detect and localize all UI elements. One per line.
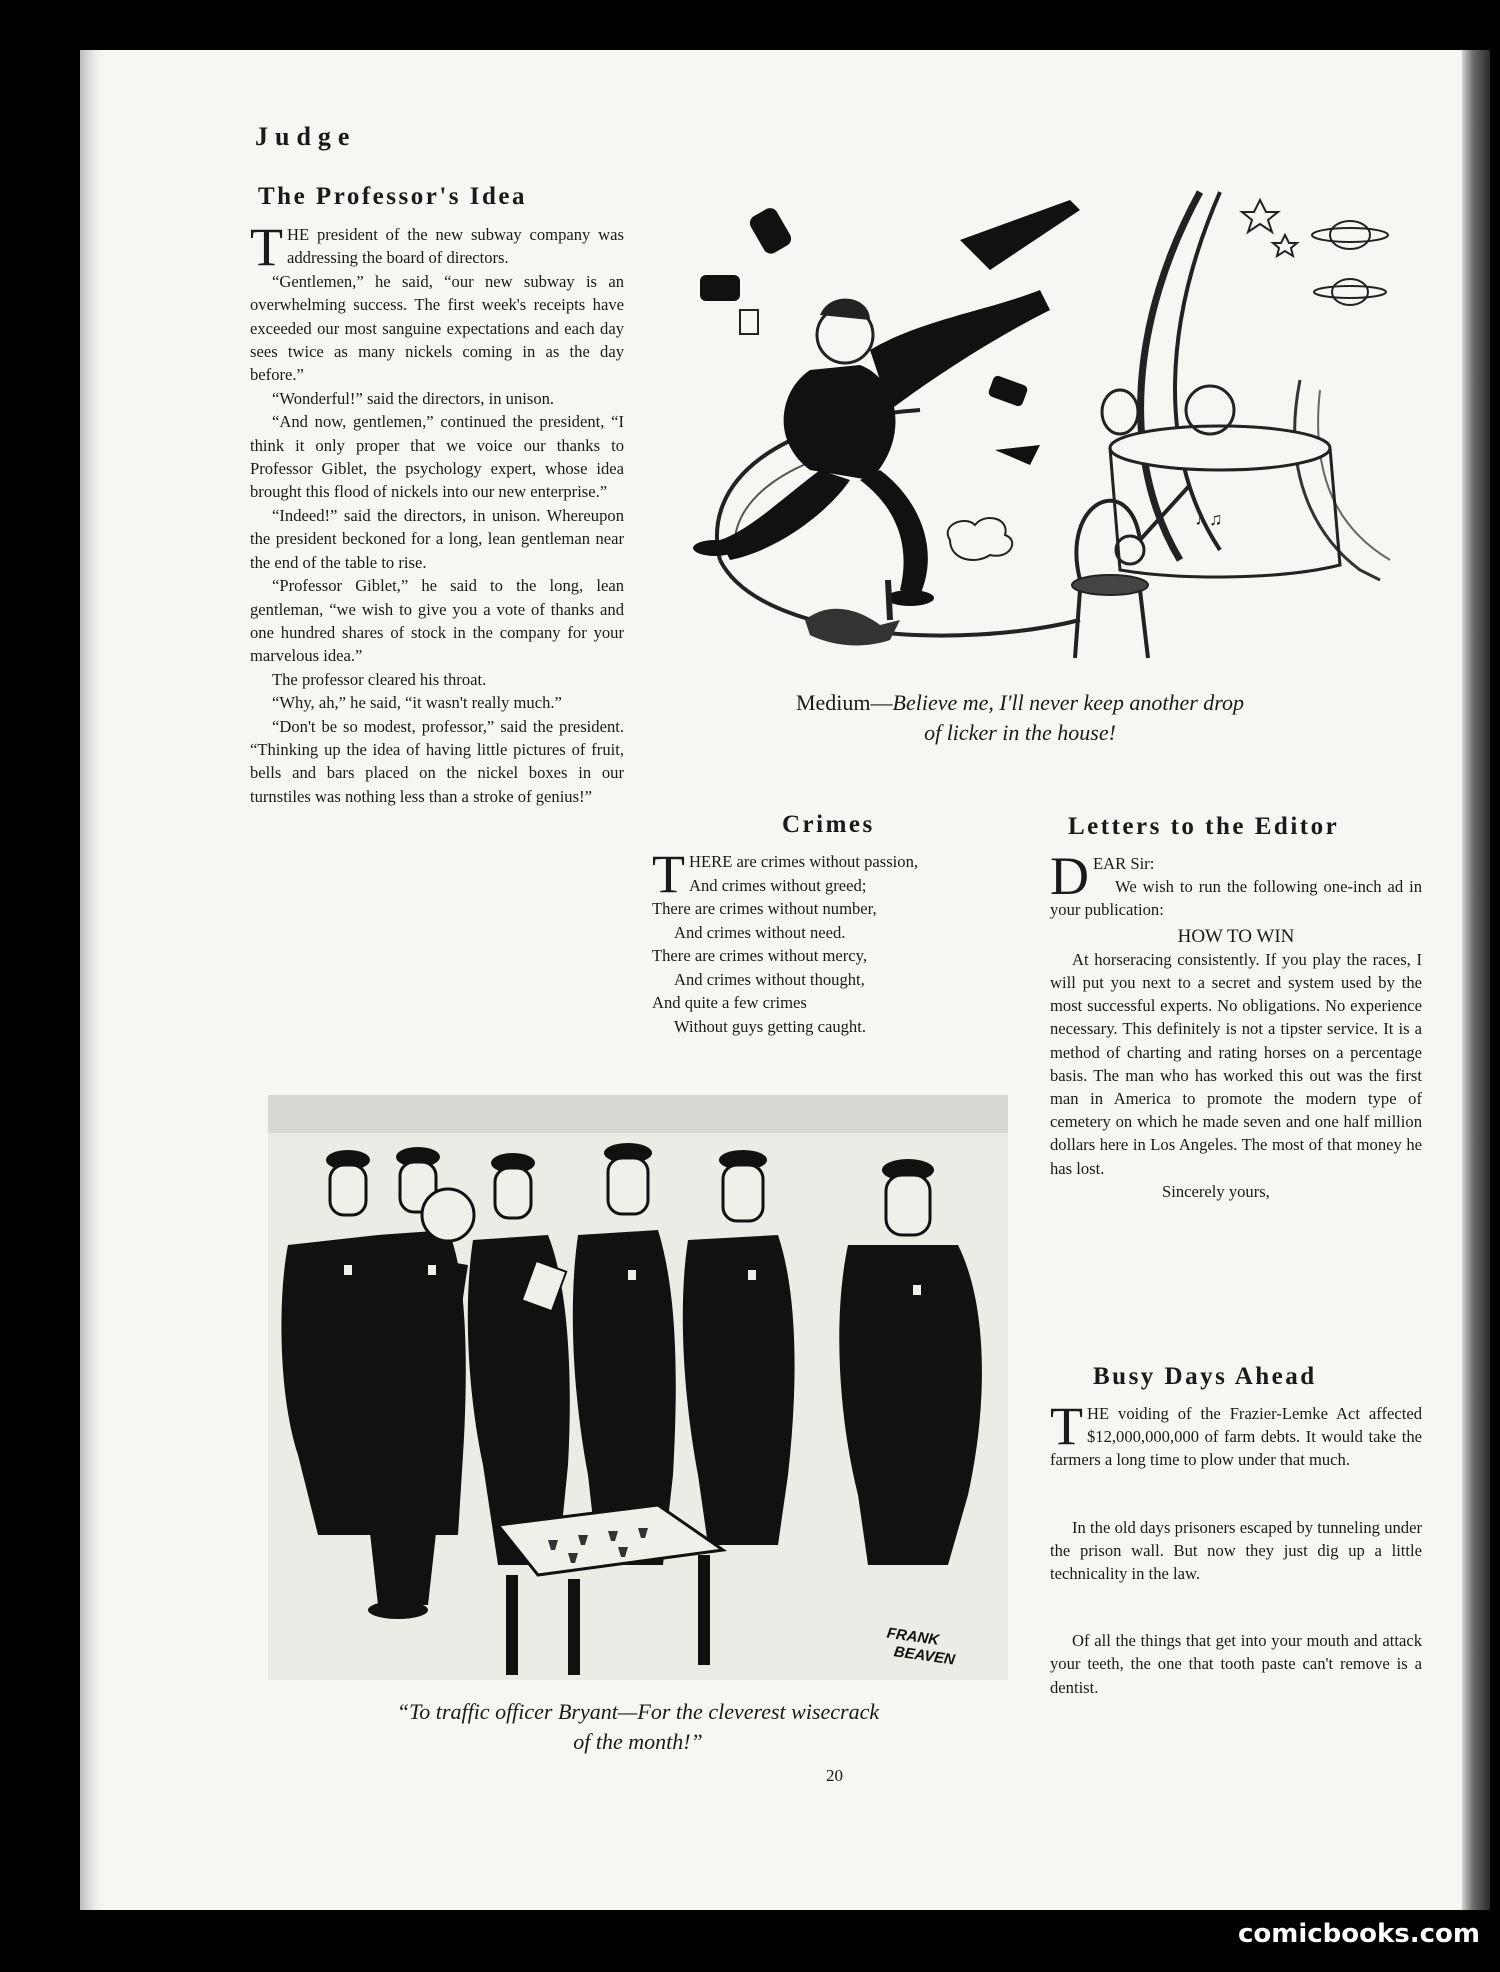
crimes-poem	[652, 844, 1032, 1038]
glass-icon	[740, 310, 758, 334]
professor-paragraph-7: The professor cleared his throat.	[272, 669, 487, 689]
professor-headline: The Professor's Idea	[258, 183, 527, 210]
professor-paragraph-8: “Why, ah,” he said, “it wasn't really much.”	[272, 693, 562, 713]
professor-paragraph-5: “Indeed!” said the directors, in unison. Whereupon the president beckoned for a long, lean gentleman near the end of the table to rise.	[250, 505, 624, 572]
chair	[1076, 501, 1140, 580]
horn-icon	[960, 200, 1080, 270]
letters-salutation: DEAR Sir:	[1050, 846, 1155, 906]
poem-line-2: And crimes without greed;	[689, 875, 867, 895]
banjo-icon	[1116, 536, 1144, 564]
cat-figure	[805, 609, 900, 646]
star-icon	[1273, 235, 1297, 256]
professor-article	[250, 217, 624, 808]
planet-icon	[1330, 221, 1370, 249]
traffic-officers-cartoon	[268, 1095, 1008, 1680]
officers-caption-line-2: of the month!”	[573, 1729, 703, 1754]
ad-body: At horseracing consistently. If you play the races, I will put you next to a secret and system used by the most successful experts. No obligations. No experience necessary. This definitely is not a tipster service. It is a method of charting and rating horses on a percentage basis. The man who has worked this out was the first man in America to promote the modern type of cemetery on which he made seven and one half million dollars here in Los Angeles. The most of that money he has lost.	[1050, 949, 1422, 1178]
professor-paragraph-2: “Gentlemen,” he said, “our new subway is an overwhelming success. The first week's receipts have exceeded our most sanguine expectations and each day sees twice as many nickels coming in as the day before.”	[250, 271, 624, 385]
medium-caption-line-2: of licker in the house!	[924, 720, 1116, 745]
professor-paragraph-9: “Don't be so modest, professor,” said the president. “Thinking up the idea of having little pictures of fruit, bells and bars placed on the nickel boxes in our turnstiles was nothing less than a stroke of genius!”	[250, 716, 624, 806]
busy-headline: Busy Days Ahead	[1093, 1363, 1317, 1390]
professor-paragraph-3: “Wonderful!” said the directors, in unison.	[272, 388, 555, 408]
letters-dropcap: D	[1050, 846, 1089, 906]
ad-heading: HOW TO WIN	[1177, 925, 1295, 947]
artist-signature-1: FRANK	[885, 1624, 941, 1649]
medium-figure	[693, 290, 1050, 606]
medium-caption-line-1: Medium—Believe me, I'll never keep another drop	[795, 690, 1245, 715]
poem-line-7: And quite a few crimes	[652, 993, 807, 1012]
poem-line-8: Without guys getting caught.	[674, 1016, 866, 1036]
crimes-dropcap: T	[652, 844, 685, 904]
svg-text:♪ ♫: ♪ ♫	[1195, 509, 1223, 529]
crimes-headline: Crimes	[782, 811, 875, 838]
professor-dropcap: T	[250, 217, 283, 277]
busy-paragraph-2: In the old days prisoners escaped by tunneling under the prison wall. But now they just dig up a little technicality in the law.	[1050, 1517, 1422, 1584]
professor-paragraph-6: “Professor Giblet,” he said to the long, lean gentleman, “we wish to give you a vote of thanks and one hundred shares of stock in the company for your marvelous idea.”	[250, 576, 624, 666]
letters-headline: Letters to the Editor	[1068, 813, 1340, 840]
officers-caption	[268, 1697, 1008, 1757]
star-icon	[1242, 200, 1278, 232]
busy-article	[1050, 1396, 1422, 1699]
page-edge-right	[1462, 50, 1490, 1910]
poem-line-3: There are crimes without number,	[652, 899, 877, 918]
officers-caption-line-1: “To traffic officer Bryant—For the cleverest wisecrack	[396, 1699, 880, 1724]
professor-paragraph-4: “And now, gentlemen,” continued the president, “I think it only proper that we voice our thanks to Professor Giblet, the psychology expert, whose idea brought this flood of nickels into our new enterprise.”	[250, 412, 624, 502]
professor-paragraph-1: THE president of the new subway company was addressing the board of directors.	[250, 217, 624, 277]
busy-paragraph-1: THE voiding of the Frazier-Lemke Act affected $12,000,000,000 of farm debts. It would take the farmers a long time to plow under that much.	[1050, 1396, 1422, 1470]
letters-article	[1050, 846, 1422, 1203]
bottle-icon	[700, 275, 740, 301]
medium-caption	[655, 688, 1385, 748]
watermark: comicbooks.com	[1226, 1913, 1490, 1955]
artist-signature-2: BEAVEN	[892, 1643, 956, 1669]
page-number: 20	[826, 1766, 843, 1785]
poem-line-4: And crimes without need.	[674, 922, 846, 942]
letters-intro: We wish to run the following one-inch ad in your publication:	[1050, 877, 1422, 920]
busy-paragraph-3: Of all the things that get into your mouth and attack your teeth, the one that tooth paste can't remove is a dentist.	[1050, 1631, 1422, 1697]
busy-dropcap: T	[1050, 1396, 1083, 1456]
poem-line-5: There are crimes without mercy,	[652, 946, 868, 965]
medium-cartoon	[660, 180, 1410, 670]
smoke-cloud	[948, 518, 1013, 560]
poem-line-6: And crimes without thought,	[674, 969, 865, 989]
masthead: Judge	[255, 122, 357, 151]
page-edge-left	[80, 50, 102, 1910]
poem-line-1: THERE are crimes without passion,	[652, 844, 919, 904]
letters-signoff: Sincerely yours,	[1162, 1181, 1270, 1201]
planet-icon	[1332, 279, 1368, 305]
bottle-icon	[987, 375, 1028, 408]
bottle-icon	[747, 205, 794, 256]
